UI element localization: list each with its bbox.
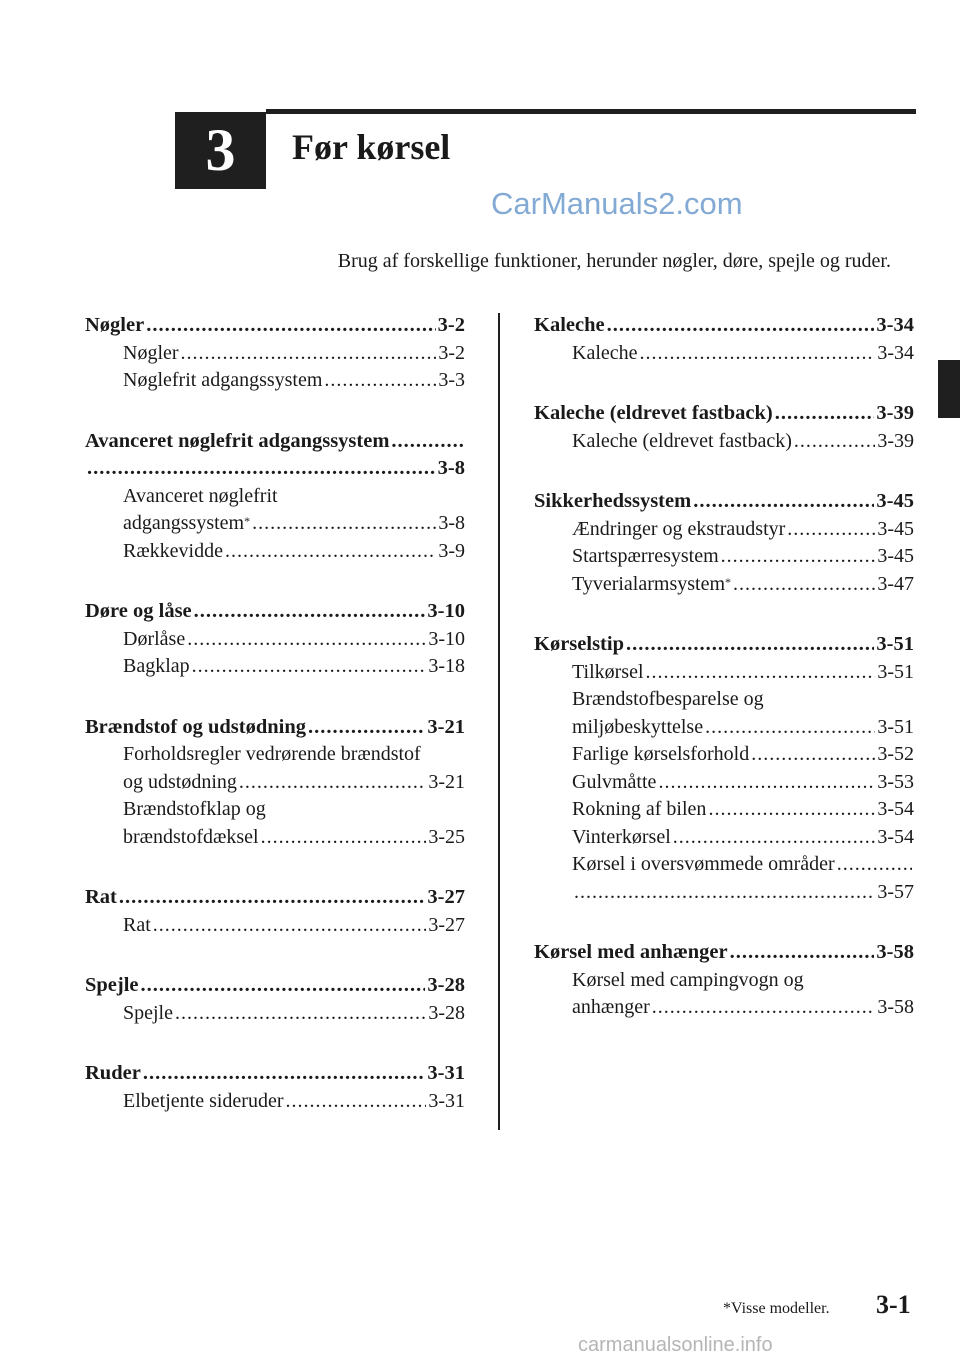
toc-label: Ændringer og ekstraudstyr bbox=[572, 517, 786, 540]
toc-entry bbox=[534, 741, 914, 769]
toc-entry bbox=[85, 769, 465, 797]
toc-label: Vinterkørsel bbox=[572, 825, 671, 848]
toc-page: 3-31 bbox=[428, 1089, 465, 1112]
dot-leader bbox=[324, 367, 436, 395]
toc-section bbox=[85, 972, 465, 1027]
toc-entry bbox=[85, 824, 465, 852]
chapter-number-box bbox=[175, 112, 266, 189]
toc-section bbox=[85, 598, 465, 681]
toc-label: Brændstofbesparelse og bbox=[572, 688, 764, 710]
toc-entry bbox=[534, 769, 914, 797]
toc-entry bbox=[85, 340, 465, 368]
toc-entry bbox=[85, 367, 465, 395]
toc-entry bbox=[534, 994, 914, 1022]
toc-page: 3-45 bbox=[877, 517, 914, 540]
dot-leader bbox=[141, 972, 426, 1000]
toc-page: 3-31 bbox=[427, 1062, 465, 1084]
toc-label: Spejle bbox=[123, 1001, 173, 1024]
toc-heading bbox=[534, 631, 914, 659]
chapter-title: Før kørsel bbox=[292, 127, 451, 167]
toc-heading bbox=[85, 598, 465, 626]
toc-page: 3-45 bbox=[877, 545, 914, 567]
toc-entry bbox=[85, 510, 465, 538]
toc-entry bbox=[534, 714, 914, 742]
toc-label: Døre og låse bbox=[85, 600, 192, 622]
toc-section bbox=[534, 631, 914, 906]
dot-leader bbox=[787, 516, 875, 544]
toc-heading bbox=[85, 428, 465, 456]
toc-section bbox=[534, 312, 914, 367]
dot-leader bbox=[730, 939, 875, 967]
toc-entry bbox=[534, 571, 914, 599]
toc-entry-first-line bbox=[85, 796, 465, 824]
toc-label: Rokning af bilen bbox=[572, 798, 707, 820]
toc-heading bbox=[85, 714, 465, 742]
toc-label: Gulvmåtte bbox=[572, 770, 657, 793]
toc-page: 3-2 bbox=[438, 341, 465, 364]
toc-page: 3-18 bbox=[428, 655, 465, 677]
toc-entry bbox=[534, 879, 914, 907]
toc-section bbox=[534, 939, 914, 1022]
toc-label: Brændstof og udstødning bbox=[85, 715, 307, 738]
toc-entry bbox=[534, 340, 914, 368]
toc-page: 3-58 bbox=[876, 941, 914, 963]
toc-section bbox=[85, 428, 465, 566]
toc-page: 3-39 bbox=[876, 402, 914, 424]
dot-leader bbox=[658, 769, 875, 797]
chapter-side-tab bbox=[938, 360, 960, 418]
dot-leader bbox=[143, 1060, 426, 1088]
toc-label: Tyverialarmsystem* bbox=[572, 572, 731, 595]
toc-label: Forholdsregler vedrørende brændstof bbox=[123, 743, 421, 765]
toc-page: 3-54 bbox=[877, 798, 914, 820]
toc-page: 3-27 bbox=[427, 886, 465, 908]
toc-heading bbox=[534, 939, 914, 967]
toc-page: 3-21 bbox=[427, 715, 465, 738]
toc-page: 3-27 bbox=[428, 913, 465, 936]
footnote-marker: * bbox=[244, 514, 251, 528]
dot-leader bbox=[733, 571, 875, 599]
toc-entry bbox=[85, 1000, 465, 1028]
toc-label: Nøglefrit adgangssystem bbox=[123, 369, 323, 391]
toc-section bbox=[534, 400, 914, 455]
toc-section bbox=[85, 1060, 465, 1115]
dot-leader bbox=[192, 653, 427, 681]
toc-entry bbox=[534, 428, 914, 456]
toc-page: 3-51 bbox=[876, 633, 914, 655]
toc-entry-first-line bbox=[534, 686, 914, 714]
dot-leader bbox=[794, 428, 875, 456]
dot-leader bbox=[194, 598, 426, 626]
dot-leader bbox=[286, 1088, 427, 1116]
toc-label: Rækkevidde bbox=[123, 539, 223, 562]
chapter-rule bbox=[266, 109, 916, 114]
dot-leader bbox=[652, 994, 876, 1022]
toc-entry-first-line bbox=[534, 967, 914, 995]
dot-leader bbox=[153, 912, 427, 940]
toc-label: Kørsel med campingvogn og bbox=[572, 968, 804, 991]
toc-page: 3-9 bbox=[438, 539, 465, 562]
toc-label: Kørsel med anhænger bbox=[534, 941, 728, 963]
toc-entry bbox=[85, 912, 465, 940]
footnote-marker: * bbox=[725, 574, 731, 589]
dot-leader bbox=[574, 879, 875, 907]
toc-page: 3-45 bbox=[876, 490, 914, 512]
dot-leader bbox=[252, 510, 436, 538]
toc-section bbox=[534, 488, 914, 598]
toc-label: Ruder bbox=[85, 1062, 141, 1084]
toc-label: Startspærresystem bbox=[572, 545, 719, 567]
site-watermark: carmanualsonline.info bbox=[578, 1334, 773, 1356]
toc-entry bbox=[85, 538, 465, 566]
dot-leader bbox=[119, 884, 426, 912]
dot-leader bbox=[673, 824, 876, 852]
column-divider bbox=[498, 313, 500, 1130]
toc-page: 3-53 bbox=[877, 770, 914, 793]
toc-page: 3-28 bbox=[427, 974, 465, 996]
toc-heading-continuation bbox=[85, 455, 465, 483]
toc-section bbox=[85, 714, 465, 852]
dot-leader bbox=[175, 1000, 426, 1028]
toc-label: anhænger bbox=[572, 996, 650, 1018]
dot-leader bbox=[693, 488, 874, 516]
toc-label: Elbetjente sideruder bbox=[123, 1089, 284, 1112]
dot-leader bbox=[391, 428, 463, 456]
toc-heading-label: Avanceret nøglefrit adgangssystem bbox=[85, 429, 390, 452]
toc-entry bbox=[534, 796, 914, 824]
toc-entry bbox=[534, 824, 914, 852]
toc-label: Spejle bbox=[85, 974, 139, 996]
toc-page: 3-3 bbox=[438, 369, 465, 391]
toc-label: Kaleche (eldrevet fastback) bbox=[534, 402, 773, 424]
toc-page: 3-51 bbox=[877, 660, 914, 683]
dot-leader bbox=[225, 538, 436, 566]
toc-label: Nøgler bbox=[85, 314, 145, 336]
dot-leader bbox=[308, 714, 425, 742]
toc-label: Bagklap bbox=[123, 655, 190, 677]
toc-entry bbox=[85, 1088, 465, 1116]
toc-entry bbox=[534, 659, 914, 687]
toc-label: adgangssystem* bbox=[123, 512, 251, 534]
toc-page: 3-57 bbox=[877, 880, 914, 903]
toc-heading bbox=[85, 884, 465, 912]
dot-leader bbox=[775, 400, 875, 428]
toc-label: Kørsel i oversvømmede områder bbox=[572, 853, 835, 875]
toc-page: 3-47 bbox=[877, 572, 914, 595]
toc-label: brændstofdæksel bbox=[123, 825, 259, 848]
toc-heading bbox=[534, 400, 914, 428]
toc-left-column bbox=[85, 312, 465, 1148]
toc-section bbox=[85, 884, 465, 939]
toc-heading bbox=[534, 488, 914, 516]
toc-page: 3-34 bbox=[877, 341, 914, 364]
dot-leader bbox=[146, 312, 435, 340]
dot-leader bbox=[708, 796, 875, 824]
toc-page: 3-2 bbox=[437, 314, 465, 336]
toc-page: 3-52 bbox=[877, 743, 914, 765]
dot-leader bbox=[87, 455, 436, 483]
toc-label: Kaleche (eldrevet fastback) bbox=[572, 429, 792, 452]
toc-page: 3-8 bbox=[438, 512, 465, 534]
dot-leader bbox=[181, 340, 437, 368]
dot-leader bbox=[646, 659, 876, 687]
toc-label: Avanceret nøglefrit bbox=[123, 484, 278, 507]
toc-entry-first-line bbox=[85, 741, 465, 769]
dot-leader bbox=[721, 543, 876, 571]
toc-label: Farlige kørselsforhold bbox=[572, 743, 750, 765]
toc-heading bbox=[534, 312, 914, 340]
toc-label: Rat bbox=[123, 913, 151, 936]
toc-label: Nøgler bbox=[123, 341, 179, 364]
dot-leader bbox=[187, 626, 426, 654]
dot-leader bbox=[751, 741, 875, 769]
toc-page: 3-8 bbox=[437, 457, 465, 479]
toc-label: og udstødning bbox=[123, 770, 237, 793]
toc-page: 3-28 bbox=[428, 1001, 465, 1024]
toc-label: miljøbeskyttelse bbox=[572, 715, 704, 738]
toc-label: Tilkørsel bbox=[572, 660, 644, 683]
toc-page: 3-58 bbox=[877, 996, 914, 1018]
toc-entry bbox=[534, 543, 914, 571]
toc-right-column bbox=[534, 312, 914, 1055]
toc-heading bbox=[85, 312, 465, 340]
toc-page: 3-10 bbox=[428, 627, 465, 650]
toc-page: 3-21 bbox=[428, 770, 465, 793]
watermark: CarManuals2.com bbox=[491, 186, 743, 221]
dot-leader bbox=[239, 769, 426, 797]
toc-page: 3-39 bbox=[877, 429, 914, 452]
toc-label: Kaleche bbox=[534, 314, 605, 336]
toc-entry-first-line bbox=[534, 851, 914, 879]
toc-heading bbox=[85, 1060, 465, 1088]
toc-label: Rat bbox=[85, 886, 117, 908]
chapter-number: 3 bbox=[205, 117, 236, 183]
chapter-intro: Brug af forskellige funktioner, herunder nøgler, døre, spejle og ruder. bbox=[337, 250, 891, 272]
toc-label: Brændstofklap og bbox=[123, 798, 266, 820]
toc-page: 3-10 bbox=[427, 600, 465, 622]
dot-leader bbox=[607, 312, 875, 340]
page-number: 3-1 bbox=[876, 1290, 911, 1319]
dot-leader bbox=[626, 631, 874, 659]
toc-page: 3-25 bbox=[428, 825, 465, 848]
toc-entry bbox=[85, 653, 465, 681]
toc-page: 3-54 bbox=[877, 825, 914, 848]
toc-entry bbox=[85, 626, 465, 654]
toc-entry bbox=[534, 516, 914, 544]
toc-label: Dørlåse bbox=[123, 627, 186, 650]
dot-leader bbox=[705, 714, 875, 742]
toc-label: Sikkerhedssystem bbox=[534, 490, 692, 512]
toc-entry-first-line bbox=[85, 483, 465, 511]
toc-label: Kaleche bbox=[572, 341, 638, 364]
dot-leader bbox=[640, 340, 876, 368]
toc-page: 3-51 bbox=[877, 715, 914, 738]
toc-label: Kørselstip bbox=[534, 633, 624, 655]
dot-leader bbox=[261, 824, 427, 852]
footnote: *Visse modeller. bbox=[723, 1300, 830, 1317]
toc-section bbox=[85, 312, 465, 395]
toc-page: 3-34 bbox=[876, 314, 914, 336]
dot-leader bbox=[837, 851, 912, 879]
toc-heading bbox=[85, 972, 465, 1000]
